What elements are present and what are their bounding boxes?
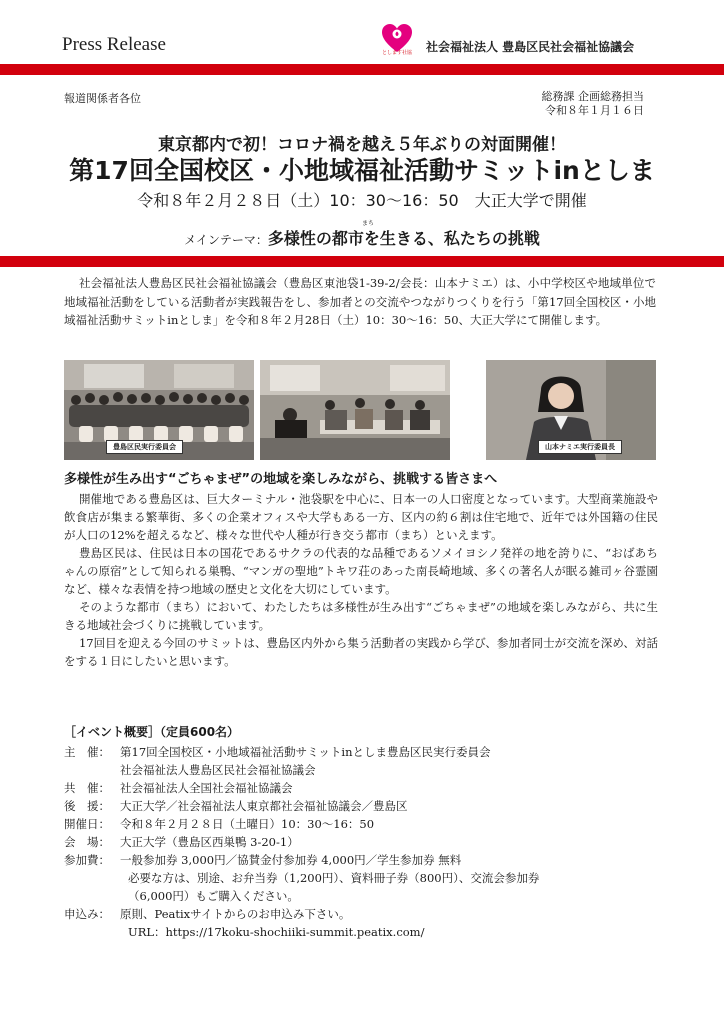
organizer-label: 主 催： — [64, 745, 110, 759]
photo-strip — [64, 360, 656, 460]
date-value: 令和８年２月２８日（土曜日）10：30〜16：50 — [120, 817, 375, 831]
workshop-photo-image — [260, 360, 450, 460]
headline-date: 令和８年２月２８日（土）10：30〜16：50 大正大学で開催 — [137, 191, 587, 210]
organization-name: 社会福祉法人 豊島区民社会福祉協議会 — [426, 40, 635, 54]
addressee: 報道関係者各位 — [64, 92, 141, 105]
body-paragraph: 開催地である豊島区は、巨大ターミナル・池袋駅を中心に、日本一の人口密度となっています。大型商業施設や飲食店が集まる繁華街、多くの企業オフィスや大学もある一方、区内の約６割は住宅地で、近年では外国籍の住民が人口の12%を超えるなど、様々な世代や人種が行き交う都市（まち）といえます。 — [64, 492, 658, 542]
body-paragraph: そのような都市（まち）において、わたしたちは多様性が生み出す“ごちゃまぜ”の地域を楽しみながら、共に生きる地域社会づくりに挑戦しています。 — [64, 600, 658, 632]
apply-label: 申込み： — [64, 907, 110, 921]
header — [0, 0, 724, 80]
department-block — [542, 90, 645, 118]
intro-paragraph: 社会福祉法人豊島区民社会福祉協議会（豊島区東池袋1-39-2/会長：山本ナミエ）は、小中学校区や地域単位で地域福祉活動をしている活動者が実践報告をし、参加者との交流やつながりつくりを行う「第17回全国校区・小地域福祉活動サミットinとしま」を令和８年２月28日（土）10：30〜16：50、大正大学にて開催します。 — [64, 276, 656, 327]
top-red-bar — [0, 64, 724, 75]
group-photo — [64, 360, 254, 460]
fee-note-2: （6,000円）もご購入ください。 — [128, 889, 299, 903]
organizer-value-2: 社会福祉法人豊島区民社会福祉協議会 — [120, 763, 316, 777]
venue-row — [64, 833, 658, 851]
chair-photo — [486, 360, 656, 460]
support-label: 後 援： — [64, 799, 110, 813]
department: 総務課 企画総務担当 — [541, 90, 644, 103]
theme-label: メインテーマ： — [184, 233, 268, 247]
section-heading: 多様性が生み出す“ごちゃまぜ”の地域を楽しみながら、挑戦する皆さまへ — [64, 472, 498, 487]
support-value: 大正大学／社会福祉法人東京都社会福祉協議会／豊島区 — [120, 799, 408, 813]
apply-value: 原則、Peatixサイトからのお申込み下さい。 — [120, 907, 351, 921]
middle-red-bar — [0, 256, 724, 267]
apply-row — [64, 905, 658, 923]
organizer-row — [64, 743, 658, 761]
fee-label: 参加費： — [64, 853, 110, 867]
co-host-label: 共 催： — [64, 781, 110, 795]
release-date: 令和８年１月１６日 — [545, 104, 644, 117]
venue-value: 大正大学（豊島区西巣鴨 3-20-1） — [120, 835, 299, 849]
fee-note-1: 必要な方は、別途、お弁当券（1,200円）、資料冊子券（800円）、交流会参加券 — [128, 871, 540, 885]
venue-label: 会 場： — [64, 835, 110, 849]
chair-photo-caption: 山本ナミエ実行委員長 — [538, 440, 622, 454]
event-overview-title: ［イベント概要］（定員600名） — [64, 725, 240, 739]
apply-url[interactable]: URL：https://17koku-shochiiki-summit.peatix.com/ — [128, 925, 425, 939]
group-photo-caption: 豊島区民実行委員会 — [106, 440, 183, 454]
section-body — [64, 490, 658, 670]
fee-value: 一般参加券 3,000円／協賛金付参加券 4,000円／学生参加券 無料 — [120, 853, 462, 867]
headline-line1: 東京都内で初！コロナ禍を越え５年ぶりの対面開催！ — [158, 135, 566, 155]
co-host-value: 社会福祉法人全国社会福祉協議会 — [120, 781, 293, 795]
co-host-row — [64, 779, 658, 797]
press-release-label: Press Release — [62, 34, 166, 55]
fee-row — [64, 851, 658, 869]
date-label: 開催日： — [64, 817, 110, 831]
body-paragraph: 17回目を迎える今回のサミットは、豊島区内外から集う活動者の実践から学び、参加者同士が交流を深め、対話をする１日にしたいと思います。 — [64, 636, 658, 668]
theme-ruby: まち — [362, 220, 375, 227]
workshop-photo — [260, 360, 450, 460]
event-overview — [64, 743, 658, 941]
date-row — [64, 815, 658, 833]
headline-title: 第17回全国校区・小地域福祉活動サミットinとしま — [69, 156, 655, 185]
body-paragraph: 豊島区民は、住民は日本の国花であるサクラの代表的な品種であるソメイヨシノ発祥の地を誇りに、“おばあちゃんの原宿”として知られる巣鴨、“マンガの聖地”トキワ荘のあった南長崎地域、多くの著名人が眠る雑司ヶ谷霊園など、様々な表情を持つ地域の歴史と文化を大切にしています。 — [64, 546, 658, 596]
logo-text: とします社協 — [381, 50, 412, 56]
organizer-value: 第17回全国校区・小地域福祉活動サミットinとしま豊島区民実行委員会 — [120, 745, 491, 759]
support-row — [64, 797, 658, 815]
main-theme — [0, 226, 724, 249]
theme-value: 多様性の都市を生きる、私たちの挑戦 — [267, 229, 540, 248]
